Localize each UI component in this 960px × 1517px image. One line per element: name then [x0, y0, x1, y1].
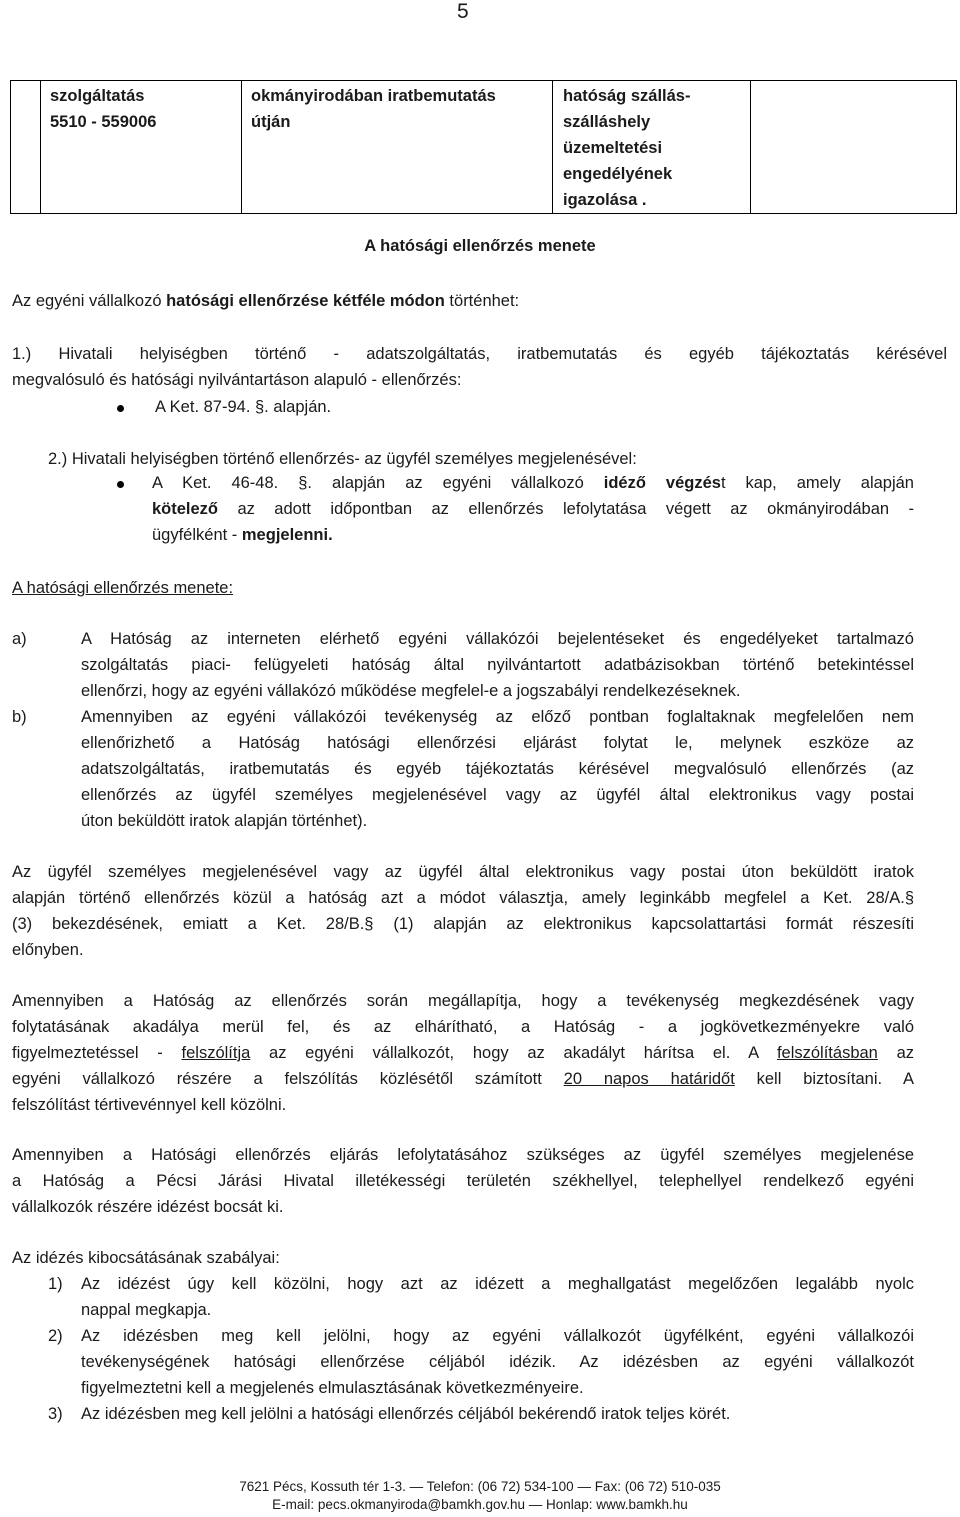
- bullet-icon: [117, 405, 124, 412]
- cell-text: útján: [251, 113, 291, 131]
- table-row: [11, 81, 957, 214]
- cell-text: igazolása .: [563, 191, 647, 209]
- para-b-line2: ellenőrizhető a Hatóság hatósági ellenőrzési eljárást folytat le, melynek eszköze az: [81, 734, 914, 752]
- para-b-line3: adatszolgáltatás, iratbemutatás és egyéb tájékoztatás kérésével megvalósuló ellenőrzés (az: [81, 760, 914, 778]
- item2-b3-bold: megjelenni.: [241, 526, 333, 544]
- intro-text: [12, 288, 519, 314]
- rule2-line2: tevékenységének hatósági ellenőrzése céljából idézik. Az idézésben az egyéni vállalkozót: [81, 1353, 914, 1371]
- para-a-line1: A Hatóság az interneten elérhető egyéni vállakózói bejelentéseket és engedélyeket tartalmazó: [81, 630, 914, 648]
- para-b-line4: ellenőrzés az ügyfél személyes megjelenésével vagy az ügyfél által elektronikus vagy postai: [81, 786, 914, 804]
- process-title-text: A hatósági ellenőrzés menete:: [12, 579, 234, 597]
- process-title: [12, 575, 233, 601]
- table-cell-authority: [553, 81, 751, 214]
- rules-title: Az idézés kibocsátásának szabályai:: [12, 1249, 280, 1267]
- cell-text: üzemeltetési: [563, 139, 663, 157]
- para5-line3: vállalkozók részére idézést bocsát ki.: [12, 1198, 284, 1216]
- para5-line2: a Hatóság a Pécsi Járási Hivatal illetékességi területén székhellyel, telephellyel rendelkező egyéni: [12, 1172, 914, 1190]
- para-a-line3: ellenőrzi, hogy az egyéni vállakózó működése megfelel-e a jogszabályi rendelkezéseknek.: [81, 682, 741, 700]
- para4-l4-a: egyéni vállalkozó részére a felszólítás közlésétől számított: [12, 1070, 564, 1088]
- page-number: 5: [457, 0, 469, 23]
- rule1-line1: Az idézést úgy kell közölni, hogy azt az idézett a meghallgatást megelőzően legalább nyolc: [81, 1275, 914, 1293]
- para4-line1: Amennyiben a Hatóság az ellenőrzés során megállapítja, hogy a tevékenység megkezdésének vagy: [12, 992, 914, 1010]
- para4-l3-u2: felszólításban: [776, 1044, 878, 1062]
- para5-line1: Amennyiben a Hatósági ellenőrzés eljárás lefolytatásához szükséges az ügyfél személyes megjelenése: [12, 1146, 914, 1164]
- intro-post: történhet:: [444, 292, 520, 310]
- para4-line3: [12, 1040, 914, 1066]
- para4-l3-a: figyelmeztetéssel -: [12, 1044, 182, 1062]
- footer-address: 7621 Pécs, Kossuth tér 1-3. — Telefon: (06 72) 534-100 — Fax: (06 72) 510-035: [239, 1479, 721, 1494]
- cell-text: szolgáltatás: [50, 87, 145, 105]
- para-b-label: b): [12, 708, 27, 726]
- cell-text: engedélyének: [563, 165, 673, 183]
- rule2-label: 2): [48, 1327, 63, 1345]
- rule2-line1: Az idézésben meg kell jelölni, hogy az egyéni vállalkozót ügyfélként, egyéni vállalkozói: [81, 1327, 914, 1345]
- cell-text: 5510 - 559006: [50, 113, 157, 131]
- cell-text: hatóság szállás-: [563, 87, 691, 105]
- item1-line2: megvalósuló és hatósági nyilvántartáson alapuló - ellenőrzés:: [12, 371, 462, 389]
- para3-line4: előnyben.: [12, 941, 84, 959]
- item1-bullet-text: A Ket. 87-94. §. alapján.: [155, 398, 332, 416]
- rule2-line3: figyelmeztetni kell a megjelenés elmulasztásának következményeire.: [81, 1379, 584, 1397]
- item2-b2-post: az adott időpontban az ellenőrzés lefolytatása végett az okmányirodában -: [218, 500, 914, 518]
- item2-line1: 2.) Hivatali helyiségben történő ellenőrzés- az ügyfél személyes megjelenésével:: [48, 450, 637, 468]
- table-cell-service: [41, 81, 242, 214]
- item2-b1-bold: idéző végzés: [603, 474, 721, 492]
- para4-l3-b: az egyéni vállalkozót, hogy az akadályt hárítsa el. A: [250, 1044, 777, 1062]
- item2-b1-post: t kap, amely alapján: [720, 474, 914, 492]
- para-b-line1: Amennyiben az egyéni vállakózói tevékenység az előző pontban foglaltaknak megfelelően nem: [81, 708, 914, 726]
- para3-line2: alapján történő ellenőrzés közül a hatóság azt a módot választja, amely leginkább megfelel a Ket. 28/A.§: [12, 889, 914, 907]
- table-cell-empty: [11, 81, 41, 214]
- service-table: [10, 80, 957, 214]
- para3-line3: (3) bekezdésének, emiatt a Ket. 28/B.§ (1) alapján az elektronikus kapcsolattartási formát részesíti: [12, 915, 914, 933]
- item2-b3-pre: ügyfélként -: [152, 526, 242, 544]
- para-b-line5: úton beküldött iratok alapján történhet).: [81, 812, 368, 830]
- para4-line4: [12, 1066, 914, 1092]
- item2-bullet-line2: [152, 496, 914, 522]
- item2-b2-bold: kötelező: [152, 500, 219, 518]
- para4-l3-c: az: [877, 1044, 915, 1062]
- item1-line1: 1.) Hivatali helyiségben történő - adatszolgáltatás, iratbemutatás és egyéb tájékoztatás kérésével: [12, 345, 947, 363]
- para4-line5: felszólítást tértivevénnyel kell közölni.: [12, 1096, 287, 1114]
- footer-contact: E-mail: pecs.okmanyiroda@bamkh.gov.hu — Honlap: www.bamkh.hu: [272, 1497, 688, 1512]
- para-a-line2: szolgáltatás piaci- felügyeleti hatóság által nyilvántartott adatbázisokban történő betekintéssel: [81, 656, 914, 674]
- table-cell-empty: [751, 81, 957, 214]
- section-heading: A hatósági ellenőrzés menete: [364, 237, 596, 255]
- rule3-line1: Az idézésben meg kell jelölni a hatósági ellenőrzés céljából bekérendő iratok teljes körét.: [81, 1405, 731, 1423]
- para4-l4-b: kell biztosítani. A: [734, 1070, 914, 1088]
- intro-pre: Az egyéni vállalkozó: [12, 292, 167, 310]
- para4-l4-u: 20 napos határidőt: [563, 1070, 735, 1088]
- para-a-label: a): [12, 630, 27, 648]
- item2-bullet-line1: [152, 470, 914, 496]
- para4-line2: folytatásának akadálya merül fel, és az elhárítható, a Hatóság - a jogkövetkezményekre való: [12, 1018, 914, 1036]
- rule3-label: 3): [48, 1405, 63, 1423]
- intro-bold: hatósági ellenőrzése kétféle módon: [166, 292, 445, 310]
- cell-text: okmányirodában iratbemutatás: [251, 87, 496, 105]
- item2-b1-pre: A Ket. 46-48. §. alapján az egyéni vállalkozó: [152, 474, 604, 492]
- cell-text: szálláshely: [563, 113, 651, 131]
- para4-l3-u1: felszólítja: [181, 1044, 251, 1062]
- item2-bullet-line3: [152, 522, 333, 548]
- rule1-line2: nappal megkapja.: [81, 1301, 212, 1319]
- rule1-label: 1): [48, 1275, 63, 1293]
- bullet-icon: [117, 481, 124, 488]
- table-cell-method: [242, 81, 553, 214]
- para3-line1: Az ügyfél személyes megjelenésével vagy az ügyfél által elektronikus vagy postai úton beküldött iratok: [12, 863, 914, 881]
